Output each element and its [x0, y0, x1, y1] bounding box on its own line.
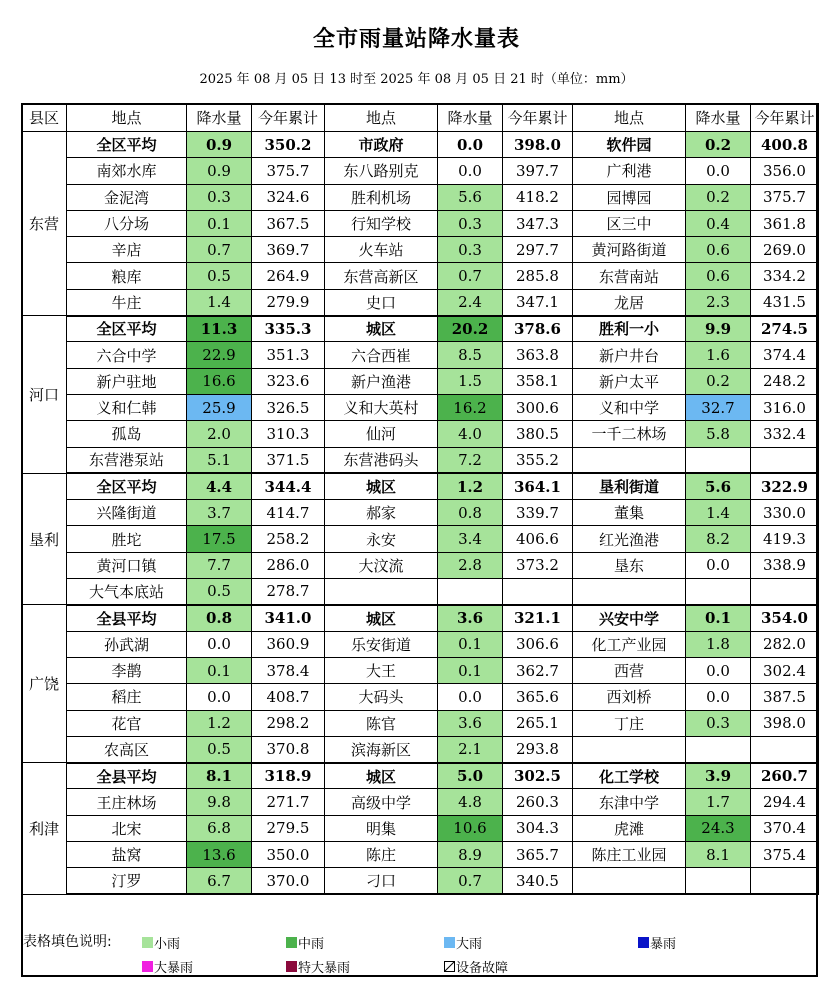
station-name: 东八路别克	[325, 158, 438, 184]
year-total-value: 378.6	[503, 316, 573, 342]
rainfall-value: 2.8	[438, 552, 503, 578]
station-name: 软件园	[573, 132, 686, 158]
year-total-value: 274.5	[751, 316, 819, 342]
rainfall-value: 8.1	[686, 842, 751, 868]
station-name: 盐窝	[67, 842, 187, 868]
county-cell: 垦利	[22, 473, 67, 604]
station-name: 永安	[325, 526, 438, 552]
station-name: 董集	[573, 500, 686, 526]
rainfall-value: 3.6	[438, 710, 503, 736]
rainfall-value: 2.4	[438, 289, 503, 315]
year-total-value: 258.2	[252, 526, 325, 552]
station-name: 义和中学	[573, 394, 686, 420]
county-cell: 东营	[22, 132, 67, 316]
rainfall-value: 8.1	[187, 763, 252, 789]
station-name: 市政府	[325, 132, 438, 158]
county-cell: 广饶	[22, 605, 67, 763]
station-name: 新户渔港	[325, 368, 438, 394]
station-name: 八分场	[67, 210, 187, 236]
station-name: 胜坨	[67, 526, 187, 552]
station-name: 辛店	[67, 237, 187, 263]
year-total-value: 260.3	[503, 789, 573, 815]
year-total-value: 373.2	[503, 552, 573, 578]
station-name: 全县平均	[67, 763, 187, 789]
rainfall-value: 4.4	[187, 473, 252, 499]
year-total-value: 282.0	[751, 631, 819, 657]
station-name: 仙河	[325, 421, 438, 447]
station-name: 六合西崔	[325, 342, 438, 368]
station-name: 东营高新区	[325, 263, 438, 289]
station-name: 南郊水库	[67, 158, 187, 184]
header-year-total: 今年累计	[252, 104, 325, 132]
page-subtitle: 2025 年 08 月 05 日 13 时至 2025 年 08 月 05 日 21 时（单位：mm）	[199, 72, 634, 87]
year-total-value: 316.0	[751, 394, 819, 420]
station-name: 广利港	[573, 158, 686, 184]
station-name: 金泥湾	[67, 184, 187, 210]
legend-label: 大雨	[456, 937, 483, 952]
year-total-value: 248.2	[751, 368, 819, 394]
rainfall-value: 0.7	[438, 263, 503, 289]
legend-label: 小雨	[154, 937, 181, 952]
year-total-value: 370.8	[252, 736, 325, 762]
year-total-value: 279.9	[252, 289, 325, 315]
year-total-value: 302.4	[751, 657, 819, 683]
header-rainfall: 降水量	[438, 104, 503, 132]
station-name: 龙居	[573, 289, 686, 315]
rainfall-value: 0.5	[187, 579, 252, 605]
rainfall-value: 0.0	[438, 158, 503, 184]
legend-label: 大暴雨	[154, 961, 194, 976]
table-frame	[21, 103, 818, 977]
year-total-value: 362.7	[503, 657, 573, 683]
station-name: 全区平均	[67, 473, 187, 499]
rainfall-value: 3.4	[438, 526, 503, 552]
rainfall-value: 0.4	[686, 210, 751, 236]
year-total-value: 369.7	[252, 237, 325, 263]
year-total-value: 350.2	[252, 132, 325, 158]
station-name: 垦利街道	[573, 473, 686, 499]
rainfall-value: 2.0	[187, 421, 252, 447]
rainfall-value: 1.4	[187, 289, 252, 315]
rainfall-value: 10.6	[438, 815, 503, 841]
year-total-value: 406.6	[503, 526, 573, 552]
station-name: 李鹊	[67, 657, 187, 683]
rainfall-value: 1.8	[686, 631, 751, 657]
rainfall-value: 8.9	[438, 842, 503, 868]
station-name: 黄河口镇	[67, 552, 187, 578]
station-name: 大气本底站	[67, 579, 187, 605]
header-year-total: 今年累计	[751, 104, 819, 132]
header-location: 地点	[67, 104, 187, 132]
year-total-value: 321.1	[503, 605, 573, 631]
rainfall-value: 24.3	[686, 815, 751, 841]
station-name: 行知学校	[325, 210, 438, 236]
station-name: 丁庄	[573, 710, 686, 736]
year-total-value: 279.5	[252, 815, 325, 841]
rainfall-value: 1.7	[686, 789, 751, 815]
rainfall-value: 0.6	[686, 237, 751, 263]
station-name: 兴隆街道	[67, 500, 187, 526]
year-total-value: 380.5	[503, 421, 573, 447]
station-name: 全区平均	[67, 316, 187, 342]
station-name: 孤岛	[67, 421, 187, 447]
station-name: 王庄林场	[67, 789, 187, 815]
rainfall-value: 0.0	[438, 684, 503, 710]
year-total-value: 370.4	[751, 815, 819, 841]
legend-label: 暴雨	[650, 937, 677, 952]
rainfall-value: 0.0	[686, 552, 751, 578]
legend-label: 设备故障	[456, 961, 509, 976]
page-title: 全市雨量站降水量表	[312, 27, 520, 52]
year-total-value: 360.9	[252, 631, 325, 657]
rainfall-value: 0.0	[686, 657, 751, 683]
station-name: 城区	[325, 473, 438, 499]
year-total-value: 293.8	[503, 736, 573, 762]
year-total-value: 418.2	[503, 184, 573, 210]
year-total-value: 370.0	[252, 868, 325, 894]
rainfall-value: 0.1	[187, 210, 252, 236]
station-name: 大码头	[325, 684, 438, 710]
legend-label: 中雨	[298, 937, 325, 952]
year-total-value: 400.8	[751, 132, 819, 158]
year-total-value: 298.2	[252, 710, 325, 736]
station-name: 陈庄工业园	[573, 842, 686, 868]
year-total-value: 324.6	[252, 184, 325, 210]
station-name: 史口	[325, 289, 438, 315]
year-total-value: 351.3	[252, 342, 325, 368]
rainfall-value: 0.7	[187, 237, 252, 263]
year-total-value: 378.4	[252, 657, 325, 683]
station-name: 孙武湖	[67, 631, 187, 657]
year-total-value: 302.5	[503, 763, 573, 789]
year-total-value: 347.3	[503, 210, 573, 236]
station-name: 义和仁韩	[67, 394, 187, 420]
rainfall-value: 0.3	[438, 237, 503, 263]
year-total-value: 335.3	[252, 316, 325, 342]
station-name: 大王	[325, 657, 438, 683]
rainfall-value: 5.6	[438, 184, 503, 210]
rainfall-value: 1.4	[686, 500, 751, 526]
year-total-value: 387.5	[751, 684, 819, 710]
rainfall-value: 8.5	[438, 342, 503, 368]
header-rainfall: 降水量	[187, 104, 252, 132]
year-total-value: 375.4	[751, 842, 819, 868]
year-total-value: 278.7	[252, 579, 325, 605]
station-name: 胜利机场	[325, 184, 438, 210]
header-rainfall: 降水量	[686, 104, 751, 132]
station-name: 陈庄	[325, 842, 438, 868]
rainfall-value: 0.2	[686, 184, 751, 210]
station-name: 东津中学	[573, 789, 686, 815]
station-name: 大汶流	[325, 552, 438, 578]
station-name: 北宋	[67, 815, 187, 841]
year-total-value: 347.1	[503, 289, 573, 315]
station-name: 高级中学	[325, 789, 438, 815]
station-name: 农高区	[67, 736, 187, 762]
year-total-value: 414.7	[252, 500, 325, 526]
rainfall-value: 0.5	[187, 263, 252, 289]
year-total-value: 339.7	[503, 500, 573, 526]
rainfall-value: 0.3	[438, 210, 503, 236]
station-name: 胜利一小	[573, 316, 686, 342]
year-total-value: 260.7	[751, 763, 819, 789]
station-name: 区三中	[573, 210, 686, 236]
header-year-total: 今年累计	[503, 104, 573, 132]
station-name: 虎滩	[573, 815, 686, 841]
rainfall-value: 5.8	[686, 421, 751, 447]
rainfall-value: 11.3	[187, 316, 252, 342]
rainfall-value: 9.8	[187, 789, 252, 815]
station-name: 稻庄	[67, 684, 187, 710]
year-total-value: 419.3	[751, 526, 819, 552]
rainfall-value: 0.6	[686, 263, 751, 289]
rainfall-value: 2.1	[438, 736, 503, 762]
station-name: 园博园	[573, 184, 686, 210]
rainfall-value: 0.9	[187, 132, 252, 158]
county-cell: 利津	[22, 763, 67, 894]
rainfall-value: 0.3	[187, 184, 252, 210]
year-total-value: 364.1	[503, 473, 573, 499]
rainfall-value: 1.2	[438, 473, 503, 499]
station-name: 牛庄	[67, 289, 187, 315]
rainfall-value: 16.2	[438, 394, 503, 420]
year-total-value: 306.6	[503, 631, 573, 657]
year-total-value: 264.9	[252, 263, 325, 289]
rainfall-value: 5.0	[438, 763, 503, 789]
year-total-value: 300.6	[503, 394, 573, 420]
station-name: 西营	[573, 657, 686, 683]
header-location: 地点	[325, 104, 438, 132]
station-name: 化工产业园	[573, 631, 686, 657]
year-total-value: 265.1	[503, 710, 573, 736]
year-total-value: 365.7	[503, 842, 573, 868]
rainfall-value: 3.6	[438, 605, 503, 631]
rainfall-value: 8.2	[686, 526, 751, 552]
rainfall-value: 0.2	[686, 368, 751, 394]
rainfall-value: 7.2	[438, 447, 503, 473]
rainfall-value: 16.6	[187, 368, 252, 394]
station-name: 城区	[325, 605, 438, 631]
year-total-value: 431.5	[751, 289, 819, 315]
year-total-value: 350.0	[252, 842, 325, 868]
station-name: 义和大英村	[325, 394, 438, 420]
year-total-value: 397.7	[503, 158, 573, 184]
station-name: 兴安中学	[573, 605, 686, 631]
station-name: 城区	[325, 316, 438, 342]
year-total-value: 340.5	[503, 868, 573, 894]
year-total-value: 358.1	[503, 368, 573, 394]
station-name: 黄河路街道	[573, 237, 686, 263]
year-total-value: 363.8	[503, 342, 573, 368]
rainfall-value: 17.5	[187, 526, 252, 552]
year-total-value: 338.9	[751, 552, 819, 578]
station-name: 西刘桥	[573, 684, 686, 710]
station-name: 新户太平	[573, 368, 686, 394]
year-total-value: 330.0	[751, 500, 819, 526]
year-total-value: 344.4	[252, 473, 325, 499]
rainfall-value: 5.1	[187, 447, 252, 473]
station-name: 花官	[67, 710, 187, 736]
station-name: 新户驻地	[67, 368, 187, 394]
rainfall-value: 1.6	[686, 342, 751, 368]
year-total-value: 356.0	[751, 158, 819, 184]
year-total-value: 334.2	[751, 263, 819, 289]
station-name: 城区	[325, 763, 438, 789]
year-total-value: 297.7	[503, 237, 573, 263]
year-total-value: 398.0	[503, 132, 573, 158]
year-total-value: 355.2	[503, 447, 573, 473]
station-name: 垦东	[573, 552, 686, 578]
year-total-value: 332.4	[751, 421, 819, 447]
station-name: 东营南站	[573, 263, 686, 289]
year-total-value: 408.7	[252, 684, 325, 710]
year-total-value: 294.4	[751, 789, 819, 815]
year-total-value: 310.3	[252, 421, 325, 447]
year-total-value: 269.0	[751, 237, 819, 263]
rainfall-value: 4.8	[438, 789, 503, 815]
rainfall-value: 5.6	[686, 473, 751, 499]
rainfall-value: 20.2	[438, 316, 503, 342]
legend-title: 表格填色说明:	[23, 934, 112, 950]
rainfall-value: 0.5	[187, 736, 252, 762]
rainfall-value: 22.9	[187, 342, 252, 368]
station-name: 全区平均	[67, 132, 187, 158]
rainfall-value: 1.2	[187, 710, 252, 736]
year-total-value: 354.0	[751, 605, 819, 631]
year-total-value: 371.5	[252, 447, 325, 473]
year-total-value: 341.0	[252, 605, 325, 631]
station-name: 乐安街道	[325, 631, 438, 657]
header-county: 县区	[22, 104, 67, 132]
rainfall-value: 32.7	[686, 394, 751, 420]
legend-label: 特大暴雨	[298, 961, 351, 976]
rainfall-value: 0.8	[187, 605, 252, 631]
year-total-value: 375.7	[751, 184, 819, 210]
year-total-value: 271.7	[252, 789, 325, 815]
rainfall-value: 0.8	[438, 500, 503, 526]
county-cell: 河口	[22, 316, 67, 474]
station-name: 化工学校	[573, 763, 686, 789]
rainfall-value: 0.7	[438, 868, 503, 894]
year-total-value: 374.4	[751, 342, 819, 368]
header-location: 地点	[573, 104, 686, 132]
rainfall-value: 0.1	[187, 657, 252, 683]
year-total-value: 318.9	[252, 763, 325, 789]
year-total-value: 322.9	[751, 473, 819, 499]
station-name: 全县平均	[67, 605, 187, 631]
rainfall-value: 0.0	[187, 684, 252, 710]
rainfall-value: 6.8	[187, 815, 252, 841]
station-name: 明集	[325, 815, 438, 841]
station-name: 郝家	[325, 500, 438, 526]
rainfall-value: 0.1	[438, 657, 503, 683]
rainfall-value: 4.0	[438, 421, 503, 447]
rainfall-value: 3.9	[686, 763, 751, 789]
year-total-value: 398.0	[751, 710, 819, 736]
rainfall-value: 3.7	[187, 500, 252, 526]
rainfall-value: 0.0	[686, 158, 751, 184]
rainfall-value: 0.0	[438, 132, 503, 158]
year-total-value: 367.5	[252, 210, 325, 236]
year-total-value: 326.5	[252, 394, 325, 420]
station-name: 新户井台	[573, 342, 686, 368]
rainfall-value: 0.2	[686, 132, 751, 158]
rainfall-value: 1.5	[438, 368, 503, 394]
station-name: 滨海新区	[325, 736, 438, 762]
station-name: 东营港泵站	[67, 447, 187, 473]
rainfall-value: 2.3	[686, 289, 751, 315]
year-total-value: 361.8	[751, 210, 819, 236]
station-name: 六合中学	[67, 342, 187, 368]
rainfall-value: 0.1	[686, 605, 751, 631]
rainfall-value: 6.7	[187, 868, 252, 894]
rainfall-value: 9.9	[686, 316, 751, 342]
rainfall-value: 0.9	[187, 158, 252, 184]
year-total-value: 285.8	[503, 263, 573, 289]
station-name: 东营港码头	[325, 447, 438, 473]
year-total-value: 323.6	[252, 368, 325, 394]
year-total-value: 375.7	[252, 158, 325, 184]
station-name: 红光渔港	[573, 526, 686, 552]
station-name: 火车站	[325, 237, 438, 263]
station-name: 一千二林场	[573, 421, 686, 447]
rainfall-value: 25.9	[187, 394, 252, 420]
station-name: 粮库	[67, 263, 187, 289]
station-name: 陈官	[325, 710, 438, 736]
rainfall-value: 0.1	[438, 631, 503, 657]
year-total-value: 286.0	[252, 552, 325, 578]
rainfall-value: 13.6	[187, 842, 252, 868]
rainfall-value: 0.3	[686, 710, 751, 736]
year-total-value: 304.3	[503, 815, 573, 841]
rainfall-value: 0.0	[686, 684, 751, 710]
rainfall-value: 0.0	[187, 631, 252, 657]
year-total-value: 365.6	[503, 684, 573, 710]
rainfall-value: 7.7	[187, 552, 252, 578]
station-name: 汀罗	[67, 868, 187, 894]
station-name: 刁口	[325, 868, 438, 894]
